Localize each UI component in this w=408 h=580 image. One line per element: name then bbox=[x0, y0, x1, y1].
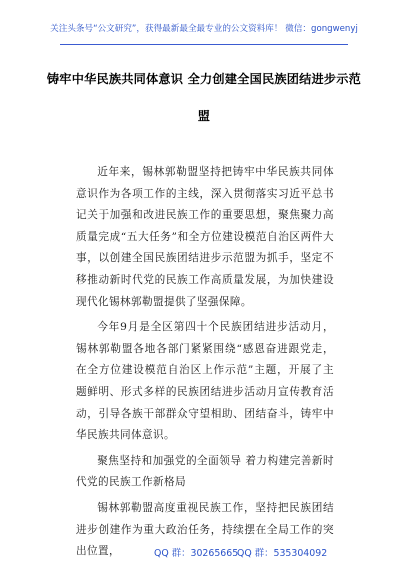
document-body bbox=[76, 162, 334, 567]
body-paragraph-2: 今年9月是全区第四十个民族团结进步活动月，锡林郭勒盟各地各部门紧紧围绕“感恩奋进跟党走，在全方位建设模范自治区上作示范”主题，开展了主题鲜明、形式多样的民族团结进步活动月宣传教育活动，引导各族干部群众守望相助、团结奋斗，铸牢中华民族共同体意识。 bbox=[76, 321, 334, 442]
body-paragraph-1: 近年来，锡林郭勒盟坚持把铸牢中华民族共同体意识作为各项工作的主线，深入贯彻落实习近平总书记关于加强和改进民族工作的重要思想，聚焦聚力高质量完成“五大任务”和全方位建设模范自治区两件大事，以创建全国民族团结进步示范盟为抓手，坚定不移推动新时代党的民族工作高质量发展，为加快建设现代化锡林郭勒盟提供了坚强保障。 bbox=[76, 166, 334, 308]
document-title-line-2: 盟 bbox=[197, 109, 211, 123]
section-heading: 聚焦坚持和加强党的全面领导 着力构建完善新时代党的民族工作新格局 bbox=[76, 454, 334, 489]
header-promo-text: 关注头条号“公文研究”，获得最新最全最专业的公文资料库！ 微信：gongwenyj bbox=[50, 24, 358, 34]
document-title-line-1: 铸牢中华民族共同体意识 全力创建全国民族团结进步示范 bbox=[46, 72, 362, 86]
footer-qq-group-2: QQ 群：535304092 bbox=[237, 548, 328, 559]
footer-qq-group-1: QQ 群：30265665 bbox=[154, 548, 239, 559]
body-paragraph-3: 锡林郭勒盟高度重视民族工作，坚持把民族团结进步创建作为重大政治任务，持续摆在全局工作的突出位置， bbox=[76, 501, 334, 558]
footer bbox=[0, 545, 408, 565]
header-divider bbox=[60, 44, 348, 45]
